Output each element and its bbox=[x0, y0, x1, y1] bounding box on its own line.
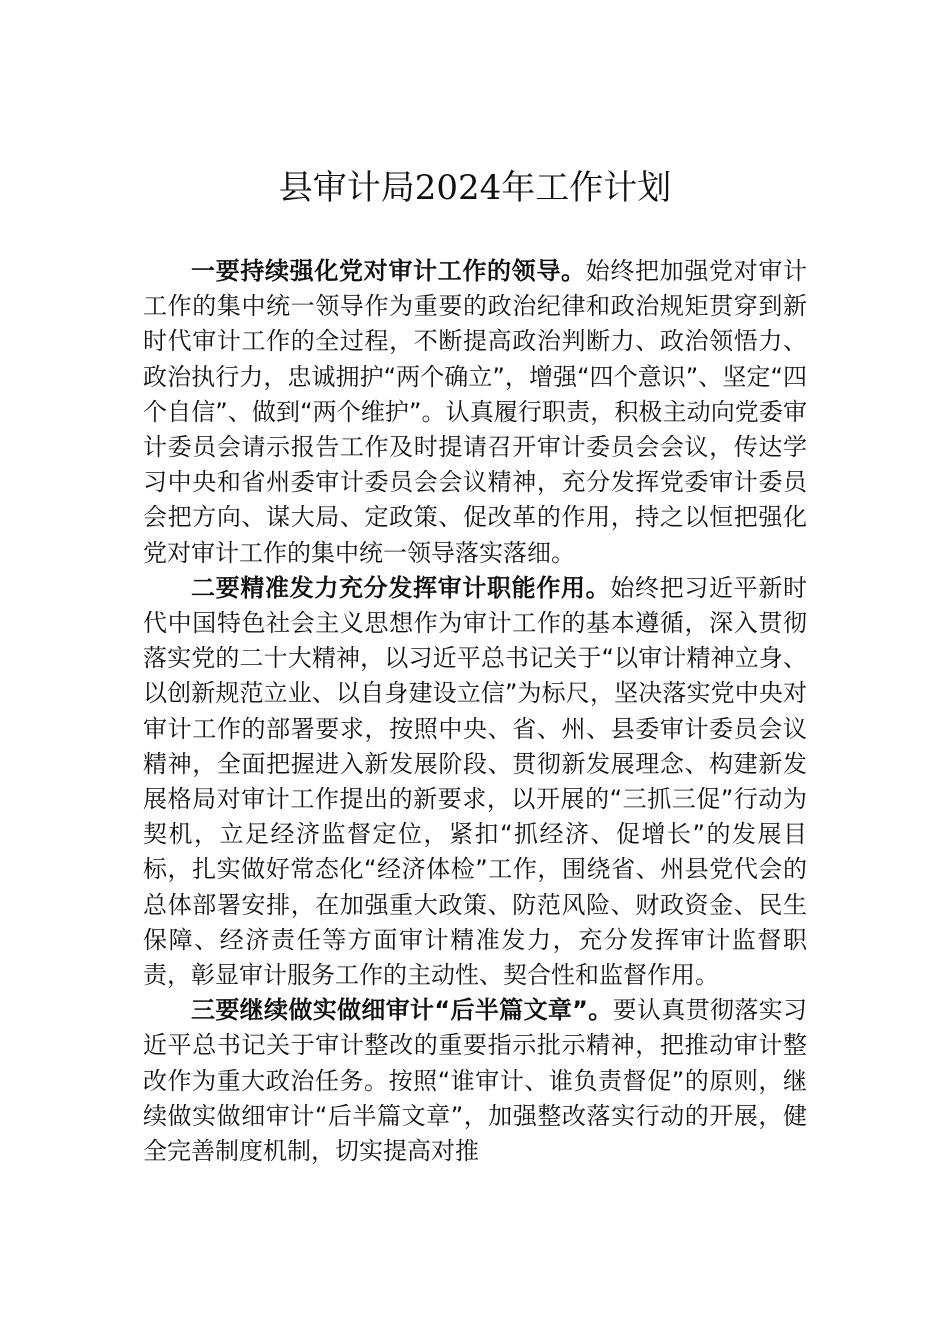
paragraph-2-heading: 二要精准发力充分发挥审计职能作用。 bbox=[191, 573, 611, 602]
paragraph-1-heading: 一要持续强化党对审计工作的领导。 bbox=[191, 257, 586, 285]
paragraph-2 bbox=[143, 571, 807, 993]
document-title: 县审计局2024年工作计划 bbox=[278, 168, 672, 208]
paragraph-3-heading: 三要继续做实做细审计“后半篇文章”。 bbox=[191, 996, 613, 1025]
paragraph-1 bbox=[143, 254, 807, 571]
paragraph-3 bbox=[143, 993, 807, 1169]
paragraph-3-text: 要认真贯彻落实习近平总书记关于审计整改的重要指示批示精神，把推动审计整改作为重大政治任务。按照“谁审计、谁负责督促”的原则，继续做实做细审计“后半篇文章”，加强整改落实行动的开展，健全完善制度机制，切实提高对推 bbox=[143, 996, 808, 1166]
document-body bbox=[143, 254, 807, 1169]
paragraph-2-text: 始终把习近平新时代中国特色社会主义思想作为审计工作的基本遵循，深入贯彻落实党的二十大精神，以习近平总书记关于“以审计精神立身、以创新规范立业、以自身建设立信”为标尺，坚决落实党中央对审计工作的部署要求，按照中央、省、州、县委审计委员会议精神，全面把握进入新发展阶段、贯彻新发展理念、构建新发展格局对审计工作提出的新要求，以开展的“三抓三促”行动为契机，立足经济监督定位，紧扣“抓经济、促增长”的发展目标，扎实做好常态化“经济体检”工作，围绕省、州县党代会的总体部署安排，在加强重大政策、防范风险、财政资金、民生保障、经济责任等方面审计精准发力，充分发挥审计监督职责，彰显审计服务工作的主动性、契合性和监督作用。 bbox=[143, 573, 808, 990]
paragraph-1-text: 始终把加强党对审计工作的集中统一领导作为重要的政治纪律和政治规矩贯穿到新时代审计工作的全过程，不断提高政治判断力、政治领悟力、政治执行力，忠诚拥护“两个确立”，增强“四个意识”、坚定“四个自信”、做到“两个维护”。认真履行职责，积极主动向党委审计委员会请示报告工作及时提请召开审计委员会会议，传达学习中央和省州委审计委员会会议精神，充分发挥党委审计委员会把方向、谋大局、定政策、促改革的作用，持之以恒把强化党对审计工作的集中统一领导落实落细。 bbox=[143, 257, 808, 567]
